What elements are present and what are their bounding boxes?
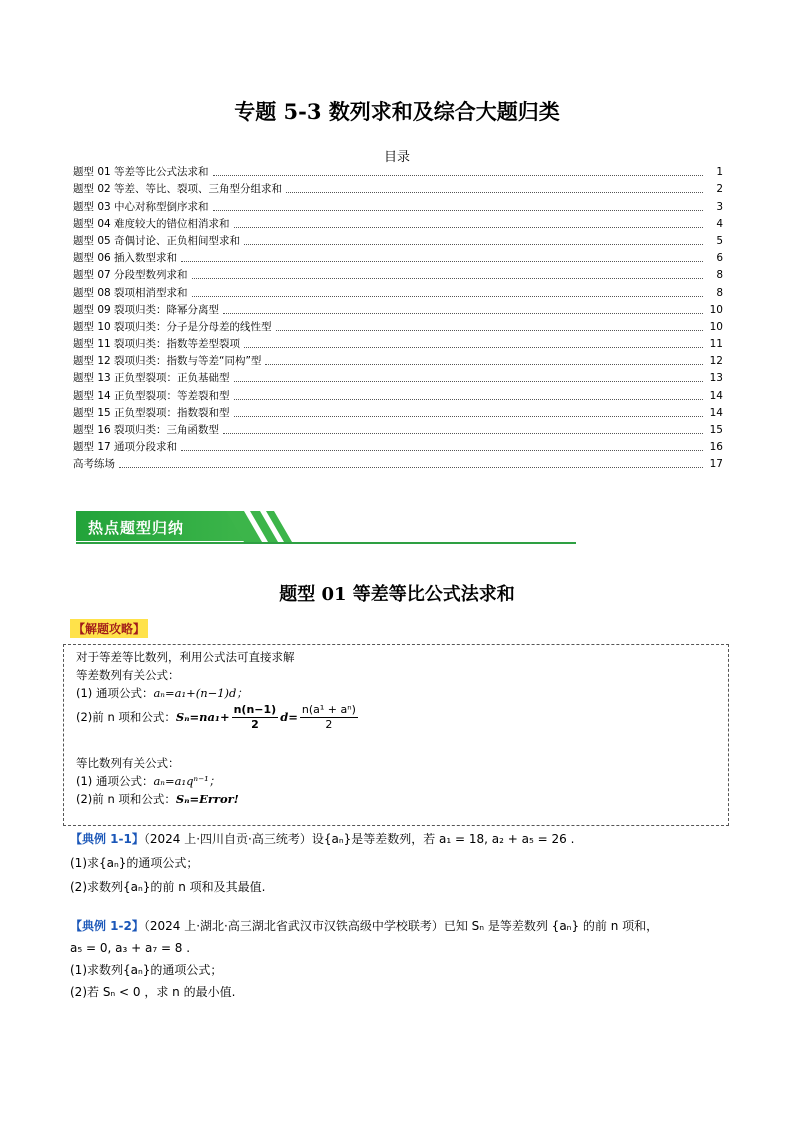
example-source: （2024 上·四川自贡·高三统考）设{aₙ}是等差数列，若 a₁ = 18, a₂ + a₅ = 26 .: [143, 832, 575, 846]
toc-item[interactable]: [73, 300, 723, 317]
toc-leader: [286, 191, 703, 193]
example-source: （2024 上·湖北·高三湖北省武汉市汉铁高级中学校联考）已知 Sₙ 是等差数列 {aₙ} 的前 n 项和，: [143, 919, 659, 933]
toc-item-text: 题型 09 裂项归类：降幂分离型: [73, 303, 220, 316]
geo-1-formula: aₙ=a₁qⁿ⁻¹；: [153, 774, 221, 788]
geo-2-formula: Sₙ=Error!: [175, 792, 239, 806]
example-1-2-q2: (2)若 Sₙ < 0 ，求 n 的最小值.: [70, 985, 236, 999]
toc-item-page: 4: [716, 217, 723, 230]
geo-formula-1: [76, 773, 220, 789]
example-1-2: [70, 917, 730, 1001]
toc-item[interactable]: [73, 403, 723, 420]
toc-item-text: 题型 15 正负型裂项：指数裂和型: [73, 406, 230, 419]
toc-item[interactable]: [73, 454, 723, 471]
example-label: 【典例 1-1】: [70, 832, 144, 846]
frac-den: 2: [251, 718, 259, 731]
toc-leader: [223, 432, 703, 434]
toc-leader: [244, 243, 703, 245]
toc-leader: [213, 209, 703, 211]
toc-item[interactable]: [73, 420, 723, 437]
toc-leader: [213, 174, 703, 176]
example-1-2-q1: (1)求数列{aₙ}的通项公式；: [70, 963, 223, 977]
toc-item[interactable]: [73, 248, 723, 265]
toc-item-text: 题型 01 等差等比公式法求和: [73, 166, 209, 179]
toc-leader: [234, 226, 703, 228]
toc-item-page: 13: [709, 372, 723, 385]
toc-leader: [276, 329, 703, 331]
document-title: 专题 5-3 数列求和及综合大题归类: [234, 99, 560, 124]
toc-item[interactable]: [73, 368, 723, 385]
arith-2-lhs: Sₙ=na₁+: [175, 710, 230, 724]
geo-formula-2: [76, 791, 239, 807]
toc-item[interactable]: [73, 214, 723, 231]
toc-item[interactable]: [73, 265, 723, 282]
toc-leader: [265, 363, 703, 365]
banner-rule: [76, 542, 576, 544]
toc-leader: [181, 260, 703, 262]
toc-item-text: 题型 03 中心对称型倒序求和: [73, 200, 209, 213]
example-1-1-q2: (2)求数列{aₙ}的前 n 项和及其最值.: [70, 880, 266, 894]
toc-leader: [192, 295, 703, 297]
arith-2-mid: d=: [280, 710, 298, 724]
toc-item-text: 题型 14 正负型裂项：等差裂和型: [73, 389, 230, 402]
toc-item-page: 5: [716, 234, 723, 247]
toc-item[interactable]: [73, 179, 723, 196]
toc-item[interactable]: [73, 282, 723, 299]
toc-item-text: 题型 10 裂项归类：分子是分母差的线性型: [73, 320, 272, 333]
toc-item-page: 8: [716, 286, 723, 299]
toc-item-text: 高考练场: [73, 458, 115, 471]
toc-item-text: 题型 12 裂项归类：指数与等差“同构”型: [73, 355, 262, 368]
tip-tag: 【解题攻略】: [70, 619, 148, 638]
toc-item-page: 10: [709, 320, 723, 333]
toc-item-page: 17: [709, 458, 723, 471]
example-1-1-q1: (1)求{aₙ}的通项公式；: [70, 856, 199, 870]
table-of-contents: [73, 162, 723, 471]
toc-leader: [234, 380, 703, 382]
toc-item-text: 题型 05 奇偶讨论、正负相间型求和: [73, 234, 241, 247]
toc-item[interactable]: [73, 162, 723, 179]
example-1-2-stem: [70, 917, 730, 935]
arith-1-label: (1) 通项公式：: [76, 686, 154, 700]
geo-1-label: (1) 通项公式：: [76, 774, 154, 788]
toc-item-page: 1: [716, 166, 723, 179]
toc-item[interactable]: [73, 317, 723, 334]
toc-item-page: 8: [716, 269, 723, 282]
toc-item-text: 题型 02 等差、等比、裂项、三角型分组求和: [73, 183, 283, 196]
example-label: 【典例 1-2】: [70, 919, 144, 933]
toc-item[interactable]: [73, 351, 723, 368]
toc-item-text: 题型 06 插入数型求和: [73, 252, 178, 265]
toc-leader: [192, 277, 703, 279]
toc-leader: [244, 346, 703, 348]
section-banner: [76, 511, 576, 545]
toc-item-text: 题型 16 裂项归类：三角函数型: [73, 424, 220, 436]
example-1-1-stem: [70, 830, 730, 848]
arith-formula-2: [76, 703, 360, 732]
toc-item-page: 14: [709, 406, 723, 419]
toc-item-page: 11: [709, 338, 723, 351]
section-title: 题型 01 等差等比公式法求和: [279, 584, 515, 605]
geo-heading: 等比数列有关公式：: [76, 756, 180, 770]
toc-item-page: 2: [716, 183, 723, 196]
toc-item-text: 题型 04 难度较大的错位相消求和: [73, 217, 230, 230]
toc-leader: [234, 415, 703, 417]
toc-item[interactable]: [73, 334, 723, 351]
tip-box: [63, 644, 729, 826]
arith-2-fraction: [232, 703, 279, 732]
toc-item[interactable]: [73, 437, 723, 454]
example-1-1: [70, 830, 730, 896]
toc-item[interactable]: [73, 385, 723, 402]
toc-item-text: 题型 13 正负型裂项：正负基础型: [73, 372, 230, 385]
toc-item-page: 6: [716, 252, 723, 265]
arith-heading: 等差数列有关公式：: [76, 668, 180, 682]
toc-item-page: 15: [709, 424, 723, 436]
geo-2-label: (2)前 n 项和公式：: [76, 792, 176, 806]
toc-leader: [223, 312, 703, 314]
banner-stripes-icon: [226, 511, 336, 542]
arith-2-label: (2)前 n 项和公式：: [76, 710, 176, 724]
frac-num: n(n−1): [233, 703, 277, 716]
toc-item-page: 3: [716, 200, 723, 213]
arith-2-fraction-2: [300, 703, 358, 732]
toc-item[interactable]: [73, 231, 723, 248]
toc-item[interactable]: [73, 196, 723, 213]
toc-item-text: 题型 11 裂项归类：指数等差型裂项: [73, 338, 241, 351]
toc-heading: 目录: [383, 150, 410, 165]
frac2-den: 2: [325, 718, 333, 731]
tip-intro: 对于等差等比数列，利用公式法可直接求解: [76, 650, 295, 664]
frac2-num: n(a¹ + aⁿ): [301, 703, 356, 716]
banner-label: 热点题型归纳: [88, 519, 185, 537]
toc-item-text: 题型 08 裂项相消型求和: [73, 286, 188, 299]
toc-item-page: 12: [709, 355, 723, 368]
toc-item-text: 题型 17 通项分段求和: [73, 441, 178, 454]
toc-item-text: 题型 07 分段型数列求和: [73, 269, 188, 282]
toc-item-page: 10: [709, 303, 723, 316]
toc-item-page: 14: [709, 389, 723, 402]
toc-leader: [234, 398, 703, 400]
toc-leader: [119, 466, 703, 468]
example-1-2-cond: a₅ = 0, a₃ + a₇ = 8 .: [70, 941, 191, 955]
arith-formula-1: [76, 685, 248, 701]
arith-1-formula: aₙ=a₁+(n−1)d；: [153, 686, 248, 700]
toc-leader: [181, 449, 703, 451]
toc-item-page: 16: [709, 441, 723, 454]
